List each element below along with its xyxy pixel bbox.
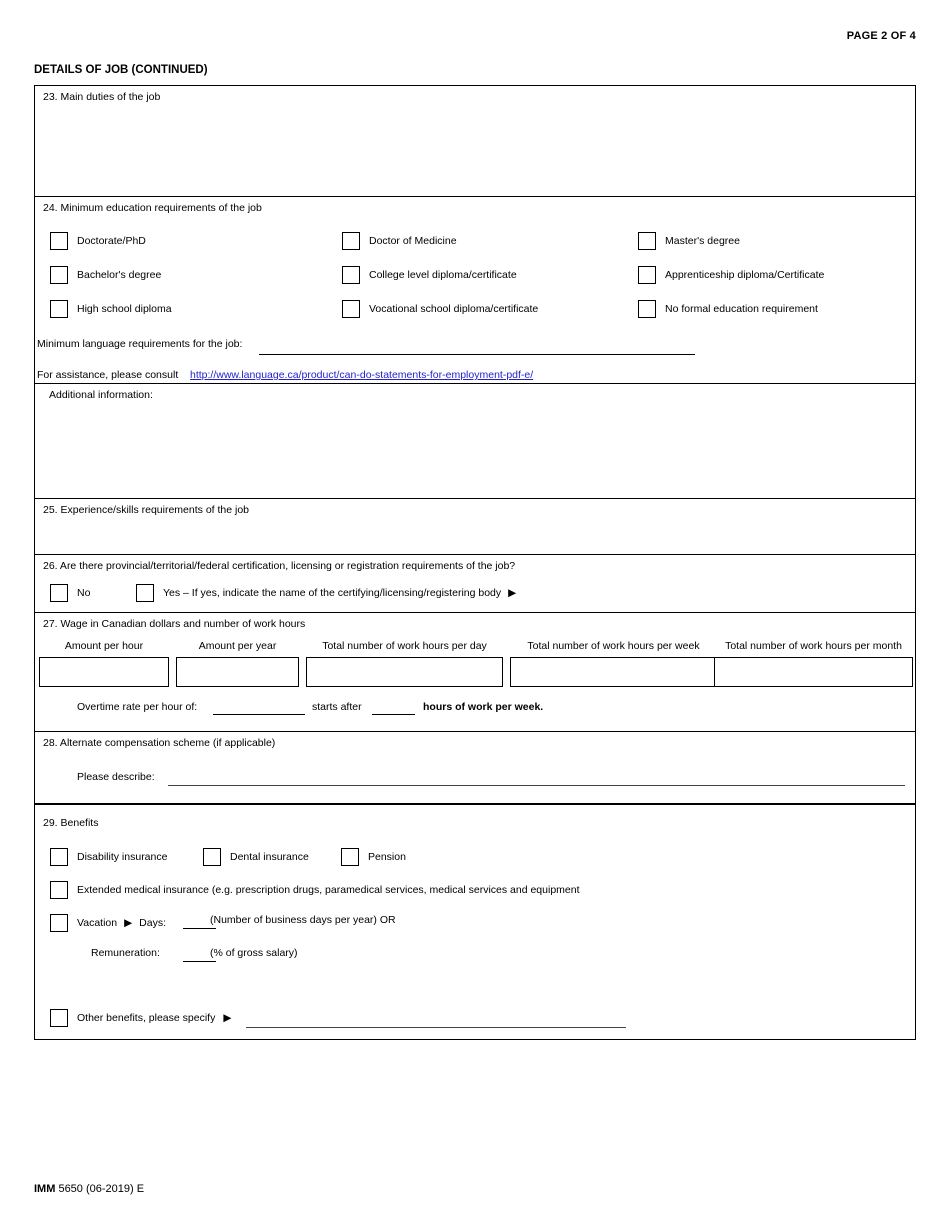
overtime-suffix-label: hours of work per week. <box>423 701 544 713</box>
checkbox-box[interactable] <box>638 266 656 284</box>
checkbox-label: Vacation <box>77 917 118 929</box>
assistance-text: For assistance, please consult <box>37 369 179 381</box>
question-26-label: 26. Are there provincial/territorial/federal certification, licensing or registration requirements of the job? <box>43 560 516 572</box>
checkbox-label: No formal education requirement <box>665 303 818 315</box>
checkbox-vocational-school-diploma[interactable] <box>342 300 538 318</box>
remuneration-underline <box>183 961 216 962</box>
checkbox-box[interactable] <box>50 300 68 318</box>
checkbox-label: Yes – If yes, indicate the name of the certifying/licensing/registering body <box>163 587 502 599</box>
question-25-label: 25. Experience/skills requirements of the job <box>43 504 250 516</box>
wage-column-header-hours-month: Total number of work hours per month <box>725 640 902 652</box>
wage-column-header-hours-week: Total number of work hours per week <box>527 640 700 652</box>
checkbox-label: Doctorate/PhD <box>77 235 146 247</box>
vacation-days-underline <box>183 928 216 929</box>
checkbox-box[interactable] <box>342 232 360 250</box>
question-29-label: 29. Benefits <box>43 817 99 829</box>
additional-information-block <box>35 383 915 498</box>
overtime-hours-underline <box>372 714 415 715</box>
wage-input-hours-per-week[interactable] <box>510 657 717 687</box>
checkbox-box[interactable] <box>50 881 68 899</box>
wage-input-hours-per-day[interactable] <box>306 657 503 687</box>
checkbox-box[interactable] <box>638 232 656 250</box>
checkbox-label: High school diploma <box>77 303 172 315</box>
question-23-label: 23. Main duties of the job <box>43 91 161 103</box>
remuneration-label: Remuneration: <box>91 947 160 959</box>
checkbox-certification-yes[interactable] <box>136 584 516 602</box>
arrow-right-icon: ▶ <box>124 916 133 929</box>
checkbox-high-school-diploma[interactable] <box>50 300 172 318</box>
question-25-block <box>35 498 915 554</box>
checkbox-label: No <box>77 587 91 599</box>
question-27-label: 27. Wage in Canadian dollars and number of work hours <box>43 618 306 630</box>
checkbox-label: Pension <box>368 851 406 863</box>
page-number-label: PAGE 2 OF 4 <box>846 30 916 42</box>
wage-column-header-year: Amount per year <box>198 640 277 652</box>
checkbox-label: Extended medical insurance (e.g. prescription drugs, paramedical services, medical services and equipment <box>77 884 580 896</box>
checkbox-label: Doctor of Medicine <box>369 235 457 247</box>
question-28-block <box>35 731 915 803</box>
form-code-prefix: IMM <box>34 1183 56 1195</box>
other-benefits-underline <box>246 1027 626 1028</box>
form-code-suffix: 5650 (06-2019) E <box>55 1183 145 1195</box>
remuneration-note: (% of gross salary) <box>210 947 298 959</box>
form-code-footer <box>34 1183 144 1195</box>
overtime-starts-after-label: starts after <box>312 701 362 713</box>
language-resource-link[interactable]: http://www.language.ca/product/can-do-statements-for-employment-pdf-e/ <box>190 369 534 381</box>
checkbox-box[interactable] <box>638 300 656 318</box>
checkbox-label: Disability insurance <box>77 851 168 863</box>
checkbox-apprenticeship-diploma[interactable] <box>638 266 824 284</box>
checkbox-masters-degree[interactable] <box>638 232 740 250</box>
checkbox-box[interactable] <box>50 914 68 932</box>
checkbox-other-benefits[interactable] <box>50 1009 231 1027</box>
question-25-input[interactable] <box>43 522 907 551</box>
checkbox-box[interactable] <box>50 232 68 250</box>
checkbox-label: Apprenticeship diploma/Certificate <box>665 269 825 281</box>
language-requirement-underline <box>259 354 695 355</box>
checkbox-college-level-diploma[interactable] <box>342 266 517 284</box>
arrow-right-icon: ▶ <box>223 1011 232 1024</box>
other-benefits-input[interactable] <box>246 1011 626 1024</box>
checkbox-box[interactable] <box>342 266 360 284</box>
form-body <box>34 85 916 1040</box>
checkbox-certification-no[interactable] <box>50 584 90 602</box>
overtime-rate-input[interactable] <box>213 699 305 712</box>
wage-input-amount-per-year[interactable] <box>176 657 299 687</box>
checkbox-extended-medical-insurance[interactable] <box>50 881 580 899</box>
wage-column-header-hour: Amount per hour <box>64 640 144 652</box>
checkbox-label: Dental insurance <box>230 851 309 863</box>
checkbox-box[interactable] <box>136 584 154 602</box>
checkbox-label: Other benefits, please specify <box>77 1012 216 1024</box>
question-23-input[interactable] <box>43 110 907 192</box>
checkbox-doctor-of-medicine[interactable] <box>342 232 457 250</box>
additional-information-input[interactable] <box>49 407 907 494</box>
checkbox-bachelors-degree[interactable] <box>50 266 161 284</box>
checkbox-label: Bachelor's degree <box>77 269 162 281</box>
question-27-block <box>35 612 915 731</box>
checkbox-box[interactable] <box>342 300 360 318</box>
question-28-label: 28. Alternate compensation scheme (if applicable) <box>43 737 276 749</box>
checkbox-label: Vocational school diploma/certificate <box>369 303 539 315</box>
checkbox-box[interactable] <box>50 848 68 866</box>
checkbox-label: Master's degree <box>665 235 740 247</box>
wage-input-hours-per-month[interactable] <box>714 657 913 687</box>
overtime-rate-underline <box>213 714 305 715</box>
checkbox-box[interactable] <box>50 1009 68 1027</box>
question-23-block <box>35 86 915 196</box>
additional-information-label: Additional information: <box>49 389 153 401</box>
describe-underline <box>168 785 905 786</box>
checkbox-pension[interactable] <box>341 848 406 866</box>
language-requirement-label: Minimum language requirements for the job: <box>37 338 243 350</box>
question-26-block <box>35 554 915 612</box>
checkbox-doctorate-phd[interactable] <box>50 232 146 250</box>
describe-label: Please describe: <box>77 771 155 783</box>
checkbox-no-formal-education[interactable] <box>638 300 818 318</box>
section-title: DETAILS OF JOB (CONTINUED) <box>34 64 208 76</box>
question-29-block <box>35 803 915 1039</box>
checkbox-disability-insurance[interactable] <box>50 848 167 866</box>
overtime-rate-label: Overtime rate per hour of: <box>77 701 198 713</box>
wage-column-header-hours-day: Total number of work hours per day <box>322 640 487 652</box>
wage-input-amount-per-hour[interactable] <box>39 657 169 687</box>
overtime-hours-input[interactable] <box>372 699 415 712</box>
vacation-days-note: (Number of business days per year) OR <box>210 914 396 926</box>
checkbox-vacation[interactable] <box>50 914 166 932</box>
describe-input[interactable] <box>168 769 905 782</box>
checkbox-box[interactable] <box>203 848 221 866</box>
checkbox-box[interactable] <box>341 848 359 866</box>
question-24-block <box>35 196 915 383</box>
vacation-days-label: Days: <box>139 917 167 929</box>
checkbox-label: College level diploma/certificate <box>369 269 517 281</box>
checkbox-box[interactable] <box>50 584 68 602</box>
language-requirement-input[interactable] <box>259 338 695 351</box>
arrow-right-icon: ▶ <box>508 586 517 599</box>
question-24-label: 24. Minimum education requirements of the job <box>43 202 262 214</box>
checkbox-box[interactable] <box>50 266 68 284</box>
checkbox-dental-insurance[interactable] <box>203 848 309 866</box>
